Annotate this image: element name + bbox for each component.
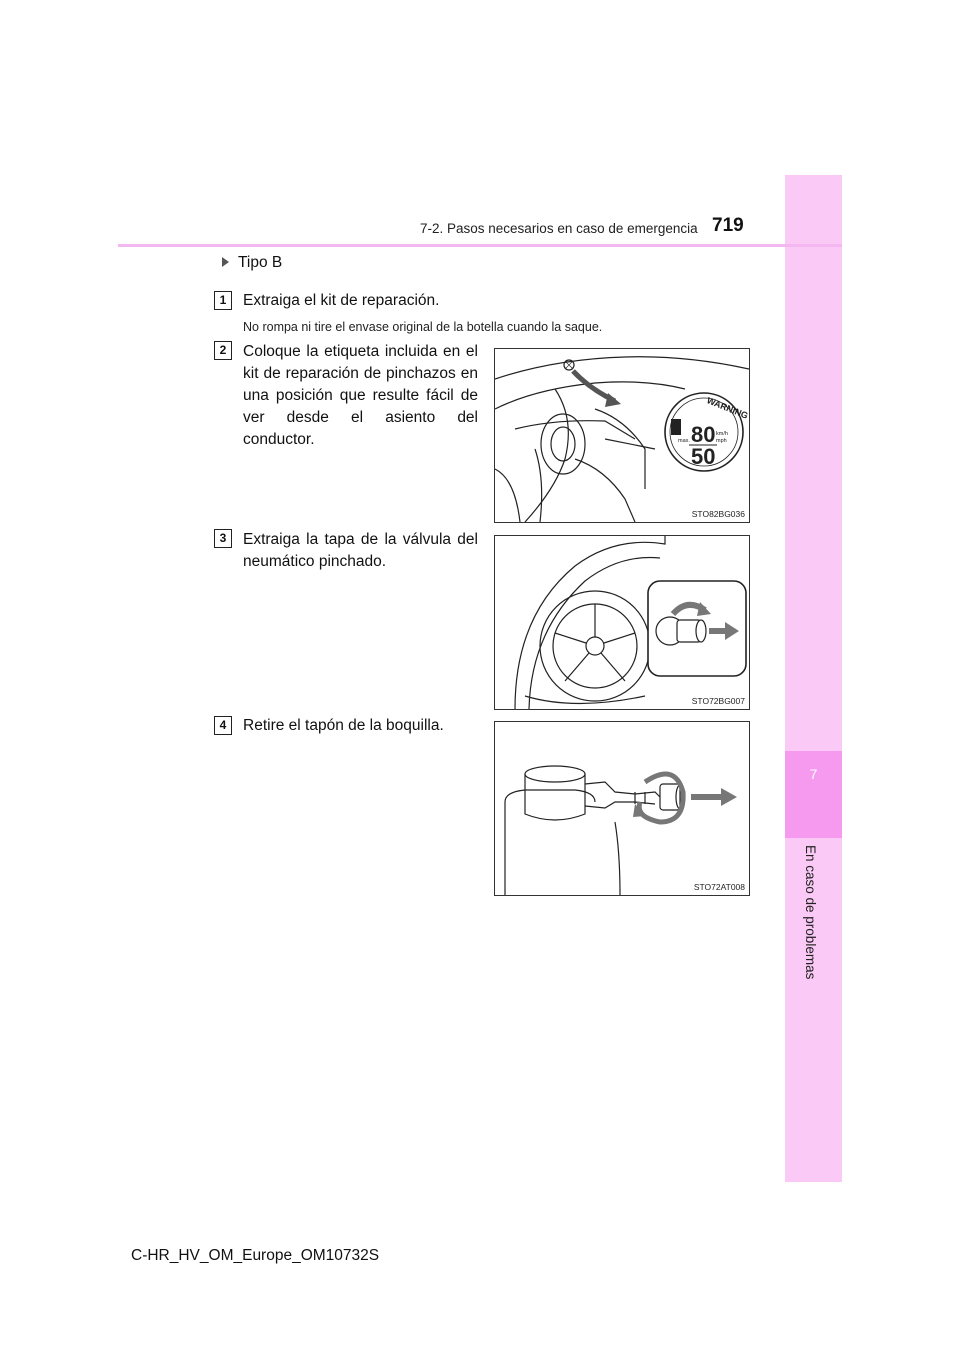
car-interior-illustration <box>495 349 749 522</box>
speed-mph-text: 50 <box>691 444 716 469</box>
header-rule <box>118 244 842 247</box>
step-text-3: Extraiga la tapa de la válvula del neumático pinchado. <box>243 531 478 570</box>
unit-mph-text: mph <box>716 438 727 444</box>
page-number: 719 <box>712 215 744 236</box>
max-text: max. <box>678 438 690 444</box>
type-label <box>222 254 282 272</box>
chapter-side-tab <box>785 175 842 1182</box>
section-title: 7-2. Pasos necesarios en caso de emergencia <box>420 221 698 236</box>
document-id: C-HR_HV_OM_Europe_OM10732S <box>131 1247 380 1264</box>
step-text-4: Retire el tapón de la boquilla. <box>243 717 444 734</box>
warning-text: WARNING <box>705 395 749 421</box>
figure-nozzle-cap <box>494 721 750 896</box>
type-label-text: Tipo B <box>238 254 283 271</box>
bottle-nozzle-illustration <box>495 722 749 895</box>
step-note-1: No rompa ni tire el envase original de la botella cuando la saque. <box>243 320 603 334</box>
step-number-3: 3 <box>214 529 232 548</box>
figure-valve-cap <box>494 535 750 710</box>
step-number-4: 4 <box>214 716 232 735</box>
figure-label-placement <box>494 348 750 523</box>
unit-kmh-text: km/h <box>716 431 728 437</box>
chapter-number-block <box>785 751 842 838</box>
chapter-title: En caso de problemas <box>803 845 818 980</box>
triangle-bullet-icon <box>222 257 229 267</box>
figure-code: STO82BG036 <box>691 509 745 519</box>
step-number-2: 2 <box>214 341 232 360</box>
chapter-number: 7 <box>809 766 818 782</box>
step-text-2: Coloque la etiqueta incluida en el kit de reparación de pinchazos en una posición que resulte fácil de ver desde el asiento del conductor. <box>243 343 478 448</box>
step-text-1: Extraiga el kit de reparación. <box>243 292 440 309</box>
speed-kmh-text: 80 <box>691 422 716 447</box>
figure-code: STO72BG007 <box>691 696 745 706</box>
wheel-valve-illustration <box>495 536 749 709</box>
step-number-1: 1 <box>214 291 232 310</box>
figure-code: STO72AT008 <box>693 882 745 892</box>
